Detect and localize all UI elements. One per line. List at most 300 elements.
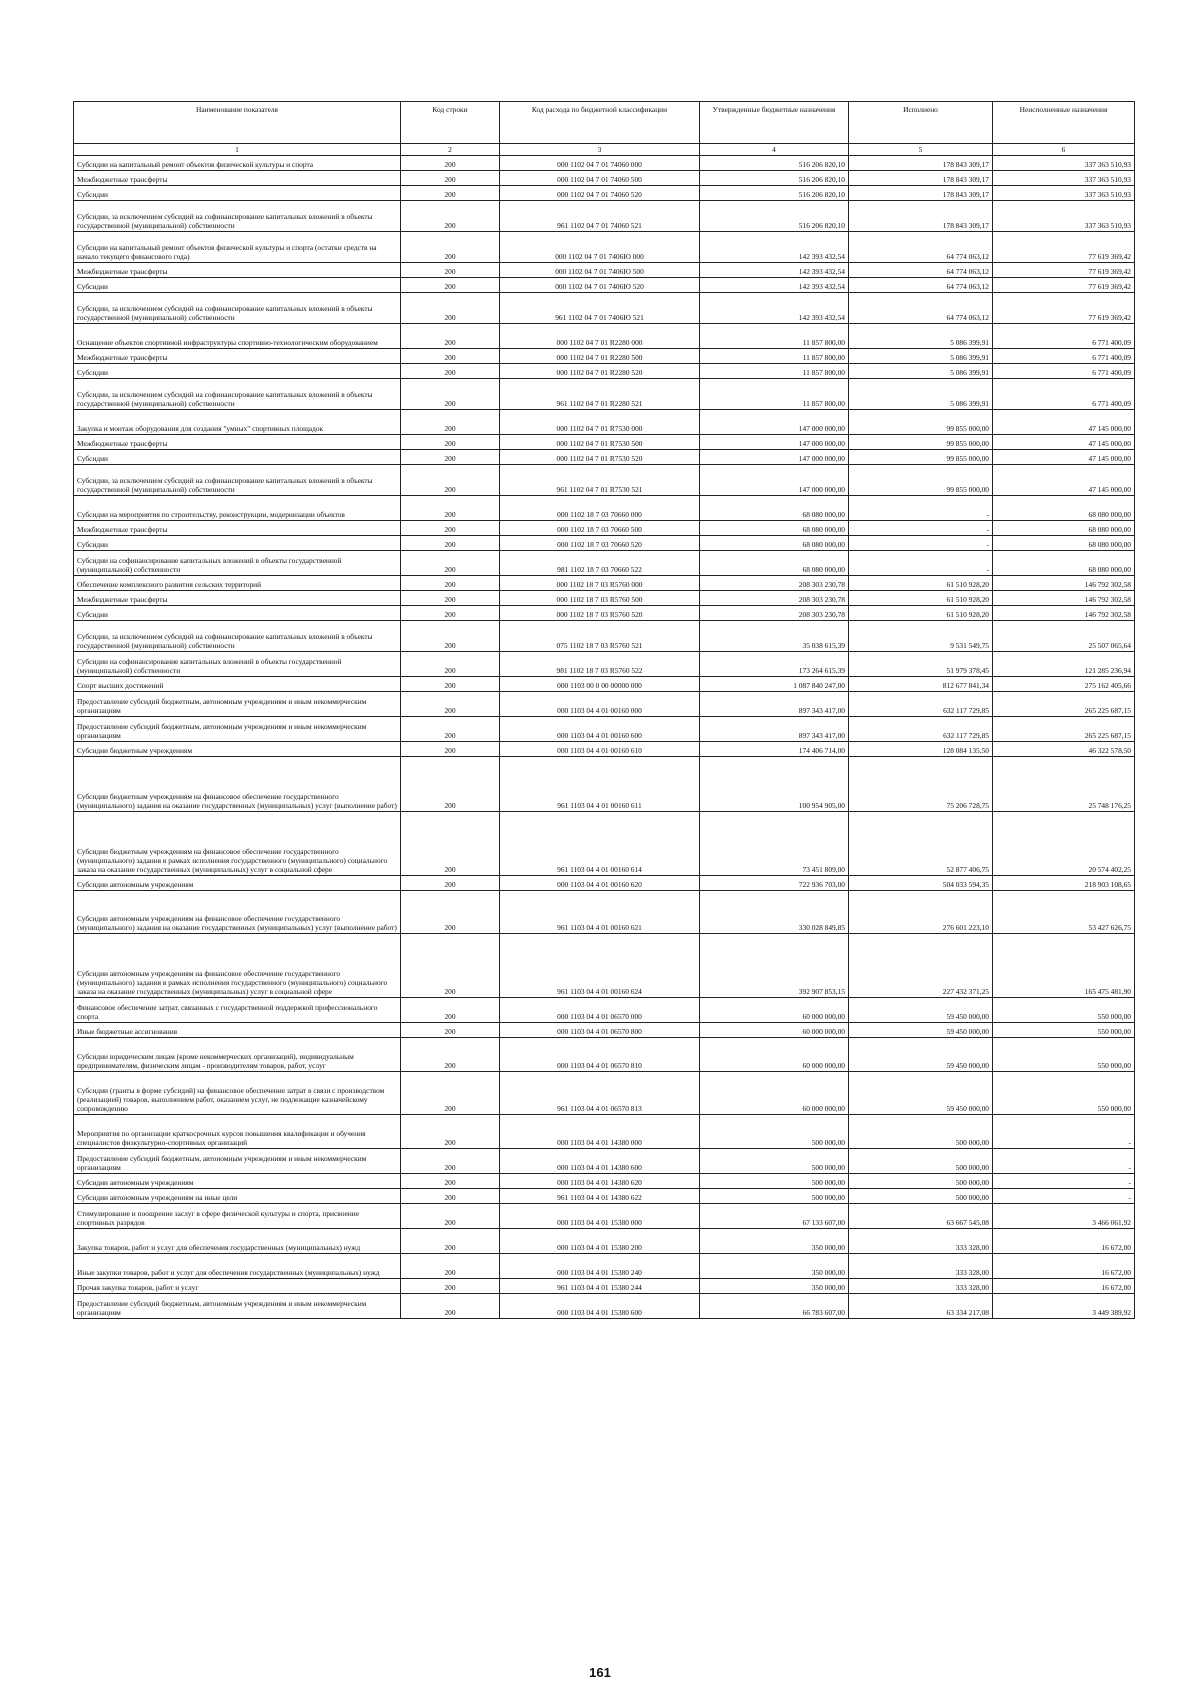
row-indicator-name: Субсидии бюджетным учреждениям на финансовое обеспечение государственного (муниципального) задания в рамках исполнения государственного (муниципального) социального заказа на оказание государственных (муниципальных) услуг в социальной сфере [74,812,401,876]
header-executed: Исполнено [849,102,993,144]
row-expense-code: 961 1103 04 4 01 14380 622 [500,1189,700,1204]
row-line-code: 200 [401,551,500,576]
table-body [74,156,1135,1319]
row-unexecuted: 337 363 510,93 [993,171,1135,186]
row-executed: 64 774 063,12 [849,232,993,263]
row-expense-code: 000 1103 04 4 01 15380 240 [500,1254,700,1279]
row-unexecuted: 218 903 108,65 [993,876,1135,891]
row-line-code: 200 [401,278,500,293]
row-line-code: 200 [401,201,500,232]
row-indicator-name: Субсидии [74,536,401,551]
table-row [74,263,1135,278]
row-indicator-name: Межбюджетные трансферты [74,263,401,278]
row-approved: 68 080 000,00 [700,496,849,521]
table-row [74,465,1135,496]
table-row [74,1072,1135,1115]
row-expense-code: 075 1102 18 7 03 R5760 521 [500,621,700,652]
row-expense-code: 961 1103 04 4 01 00160 611 [500,757,700,812]
row-indicator-name: Субсидии автономным учреждениям [74,1174,401,1189]
row-executed: 178 843 309,17 [849,201,993,232]
row-executed: 59 450 000,00 [849,1038,993,1072]
row-expense-code: 000 1102 04 7 01 R7530 500 [500,435,700,450]
row-indicator-name: Субсидии бюджетным учреждениям на финансовое обеспечение государственного (муниципального) задания на оказание государственных (муниципальных) услуг (выполнение работ) [74,757,401,812]
page-number: 161 [589,1665,611,1680]
table-row [74,521,1135,536]
row-indicator-name: Иные бюджетные ассигнования [74,1023,401,1038]
table-row [74,1174,1135,1189]
row-executed: - [849,551,993,576]
row-line-code: 200 [401,742,500,757]
row-unexecuted: 46 322 578,50 [993,742,1135,757]
table-row [74,156,1135,171]
row-unexecuted: 77 619 369,42 [993,232,1135,263]
row-unexecuted: 6 771 400,09 [993,349,1135,364]
row-executed: 59 450 000,00 [849,1023,993,1038]
row-indicator-name: Субсидии юридическим лицам (кроме некоммерческих организаций), индивидуальным предпринимателям, физическим лицам - производителям товаров, работ, услуг [74,1038,401,1072]
row-line-code: 200 [401,232,500,263]
row-line-code: 200 [401,1149,500,1174]
row-indicator-name: Мероприятия по организации краткосрочных курсов повышения квалификации и обучения специалистов физкультурно-спортивных организаций [74,1115,401,1149]
row-executed: 276 601 223,10 [849,891,993,934]
row-executed: 500 000,00 [849,1189,993,1204]
row-indicator-name: Закупка и монтаж оборудования для создания "умных" спортивных площадок [74,410,401,435]
table-row [74,496,1135,521]
row-line-code: 200 [401,364,500,379]
row-indicator-name: Субсидии автономным учреждениям на финансовое обеспечение государственного (муниципального) задания в рамках исполнения государственного (муниципального) социального заказа на оказание государственных (муниципальных) услуг в социальной сфере [74,934,401,998]
row-unexecuted: 550 000,00 [993,998,1135,1023]
row-indicator-name: Субсидии автономным учреждениям на финансовое обеспечение государственного (муниципального) задания на оказание государственных (муниципальных) услуг (выполнение работ) [74,891,401,934]
row-executed: 227 432 371,25 [849,934,993,998]
row-approved: 208 303 230,78 [700,591,849,606]
row-indicator-name: Спорт высших достижений [74,677,401,692]
table-row [74,1189,1135,1204]
table-row [74,757,1135,812]
row-executed: 61 510 928,20 [849,576,993,591]
row-executed: 9 531 549,75 [849,621,993,652]
row-unexecuted: 337 363 510,93 [993,156,1135,171]
row-approved: 350 000,00 [700,1254,849,1279]
row-unexecuted: 337 363 510,93 [993,186,1135,201]
row-line-code: 200 [401,379,500,410]
row-approved: 66 783 607,00 [700,1294,849,1319]
row-approved: 722 936 703,00 [700,876,849,891]
row-indicator-name: Субсидии автономным учреждениям на иные цели [74,1189,401,1204]
row-line-code: 200 [401,1229,500,1254]
row-approved: 208 303 230,78 [700,606,849,621]
row-indicator-name: Субсидии, за исключением субсидий на софинансирование капитальных вложений в объекты государственной (муниципальной) собственности [74,201,401,232]
table-row [74,891,1135,934]
row-indicator-name: Субсидии на капитальный ремонт объектов физической культуры и спорта [74,156,401,171]
row-line-code: 200 [401,757,500,812]
row-unexecuted: 550 000,00 [993,1038,1135,1072]
row-indicator-name: Предоставление субсидий бюджетным, автономным учреждениям и иным некоммерческим организациям [74,717,401,742]
row-line-code: 200 [401,410,500,435]
row-approved: 11 857 800,00 [700,379,849,410]
column-number-row [74,144,1135,156]
row-unexecuted: 6 771 400,09 [993,364,1135,379]
header-indicator-name: Наименование показателя [74,102,401,144]
row-approved: 60 000 000,00 [700,1072,849,1115]
row-line-code: 200 [401,1254,500,1279]
table-row [74,349,1135,364]
row-approved: 35 038 615,39 [700,621,849,652]
row-line-code: 200 [401,1038,500,1072]
row-approved: 142 393 432,54 [700,293,849,324]
table-row [74,1204,1135,1229]
row-expense-code: 000 1102 04 7 01 R2280 000 [500,324,700,349]
row-approved: 1 087 840 247,00 [700,677,849,692]
row-expense-code: 961 1102 04 7 01 74060 521 [500,201,700,232]
row-unexecuted: 20 574 402,25 [993,812,1135,876]
row-expense-code: 961 1103 04 4 01 00160 614 [500,812,700,876]
column-number: 1 [74,144,401,156]
row-expense-code: 000 1102 18 7 03 70660 000 [500,496,700,521]
header-approved: Утвержденные бюджетные назначения [700,102,849,144]
row-expense-code: 961 1103 04 4 01 06570 813 [500,1072,700,1115]
table-row [74,1229,1135,1254]
row-approved: 897 343 417,00 [700,692,849,717]
row-indicator-name: Субсидии [74,364,401,379]
row-unexecuted: 16 672,00 [993,1279,1135,1294]
row-approved: 516 206 820,10 [700,171,849,186]
row-executed: 500 000,00 [849,1115,993,1149]
row-unexecuted: 68 080 000,00 [993,521,1135,536]
row-unexecuted: 25 748 176,25 [993,757,1135,812]
row-unexecuted: 3 449 389,92 [993,1294,1135,1319]
row-approved: 516 206 820,10 [700,186,849,201]
row-executed: 128 084 135,50 [849,742,993,757]
row-executed: 5 086 399,91 [849,379,993,410]
row-indicator-name: Субсидии бюджетным учреждениям [74,742,401,757]
row-expense-code: 000 1102 04 7 01 7406Ю 500 [500,263,700,278]
row-unexecuted: 3 466 061,92 [993,1204,1135,1229]
row-line-code: 200 [401,186,500,201]
table-row [74,812,1135,876]
row-expense-code: 000 1102 04 7 01 R7530 000 [500,410,700,435]
row-indicator-name: Субсидии, за исключением субсидий на софинансирование капитальных вложений в объекты государственной (муниципальной) собственности [74,379,401,410]
row-executed: 333 328,00 [849,1254,993,1279]
row-indicator-name: Субсидии, за исключением субсидий на софинансирование капитальных вложений в объекты государственной (муниципальной) собственности [74,621,401,652]
row-line-code: 200 [401,652,500,677]
row-line-code: 200 [401,171,500,186]
row-unexecuted: 68 080 000,00 [993,551,1135,576]
row-line-code: 200 [401,591,500,606]
row-unexecuted: 68 080 000,00 [993,536,1135,551]
row-unexecuted: 16 672,00 [993,1229,1135,1254]
row-unexecuted: 25 507 065,64 [993,621,1135,652]
row-unexecuted: 550 000,00 [993,1072,1135,1115]
row-executed: 63 667 545,08 [849,1204,993,1229]
row-expense-code: 000 1102 04 7 01 74060 520 [500,186,700,201]
table-row [74,934,1135,998]
row-indicator-name: Предоставление субсидий бюджетным, автономным учреждениям и иным некоммерческим организациям [74,1294,401,1319]
row-approved: 11 857 800,00 [700,364,849,379]
row-line-code: 200 [401,606,500,621]
row-approved: 11 857 800,00 [700,349,849,364]
row-indicator-name: Субсидии на капитальный ремонт объектов физической культуры и спорта (остатки средств на начало текущего финансового года) [74,232,401,263]
row-executed: 99 855 000,00 [849,450,993,465]
row-executed: 59 450 000,00 [849,1072,993,1115]
row-expense-code: 000 1103 04 4 01 15380 600 [500,1294,700,1319]
table-row [74,621,1135,652]
row-line-code: 200 [401,1204,500,1229]
row-approved: 174 406 714,00 [700,742,849,757]
row-approved: 11 857 800,00 [700,324,849,349]
row-expense-code: 000 1103 04 4 01 14380 600 [500,1149,700,1174]
table-row [74,1023,1135,1038]
table-row [74,435,1135,450]
row-expense-code: 981 1102 18 7 03 R5760 522 [500,652,700,677]
row-unexecuted: 121 285 236,94 [993,652,1135,677]
row-unexecuted: 77 619 369,42 [993,278,1135,293]
row-line-code: 200 [401,1279,500,1294]
row-unexecuted: 53 427 626,75 [993,891,1135,934]
row-indicator-name: Субсидии, за исключением субсидий на софинансирование капитальных вложений в объекты государственной (муниципальной) собственности [74,465,401,496]
row-line-code: 200 [401,496,500,521]
column-number: 2 [401,144,500,156]
row-unexecuted: - [993,1174,1135,1189]
row-approved: 60 000 000,00 [700,998,849,1023]
row-approved: 147 000 000,00 [700,410,849,435]
row-executed: - [849,496,993,521]
row-indicator-name: Прочая закупка товаров, работ и услуг [74,1279,401,1294]
row-approved: 142 393 432,54 [700,263,849,278]
row-executed: 504 033 594,35 [849,876,993,891]
row-expense-code: 000 1102 04 7 01 74060 000 [500,156,700,171]
row-expense-code: 000 1103 04 4 01 06570 000 [500,998,700,1023]
row-line-code: 200 [401,1115,500,1149]
row-executed: 75 206 728,75 [849,757,993,812]
row-approved: 350 000,00 [700,1279,849,1294]
row-expense-code: 961 1103 04 4 01 00160 621 [500,891,700,934]
row-executed: 59 450 000,00 [849,998,993,1023]
row-line-code: 200 [401,156,500,171]
row-approved: 500 000,00 [700,1149,849,1174]
row-unexecuted: 146 792 302,58 [993,576,1135,591]
table-row [74,1115,1135,1149]
row-executed: 5 086 399,91 [849,324,993,349]
table-row [74,551,1135,576]
row-expense-code: 961 1102 04 7 01 R7530 521 [500,465,700,496]
table-row [74,410,1135,435]
row-line-code: 200 [401,263,500,278]
row-executed: 5 086 399,91 [849,364,993,379]
table-row [74,742,1135,757]
row-executed: - [849,521,993,536]
row-line-code: 200 [401,621,500,652]
row-approved: 60 000 000,00 [700,1038,849,1072]
row-line-code: 200 [401,876,500,891]
row-approved: 142 393 432,54 [700,232,849,263]
row-indicator-name: Межбюджетные трансферты [74,591,401,606]
row-indicator-name: Межбюджетные трансферты [74,349,401,364]
table-row [74,278,1135,293]
row-expense-code: 000 1102 18 7 03 70660 500 [500,521,700,536]
row-approved: 392 907 853,15 [700,934,849,998]
row-indicator-name: Финансовое обеспечение затрат, связанных с государственной поддержкой профессионального спорта [74,998,401,1023]
row-expense-code: 000 1103 00 0 00 00000 000 [500,677,700,692]
table-row [74,652,1135,677]
row-line-code: 200 [401,998,500,1023]
row-unexecuted: 265 225 687,15 [993,717,1135,742]
row-unexecuted: 6 771 400,09 [993,379,1135,410]
row-expense-code: 000 1103 04 4 01 00160 620 [500,876,700,891]
table-row [74,186,1135,201]
row-indicator-name: Субсидии, за исключением субсидий на софинансирование капитальных вложений в объекты государственной (муниципальной) собственности [74,293,401,324]
row-approved: 350 000,00 [700,1229,849,1254]
row-expense-code: 961 1103 04 4 01 15380 244 [500,1279,700,1294]
row-line-code: 200 [401,812,500,876]
row-expense-code: 000 1103 04 4 01 00160 000 [500,692,700,717]
row-unexecuted: 265 225 687,15 [993,692,1135,717]
row-unexecuted: - [993,1189,1135,1204]
table-row [74,591,1135,606]
row-approved: 173 264 615,39 [700,652,849,677]
row-indicator-name: Субсидии на софинансирование капитальных вложений в объекты государственной (муниципальной) собственности [74,551,401,576]
row-expense-code: 000 1103 04 4 01 06570 800 [500,1023,700,1038]
row-indicator-name: Субсидии на мероприятия по строительству, реконструкции, модернизации объектов [74,496,401,521]
row-unexecuted: - [993,1115,1135,1149]
row-executed: 61 510 928,20 [849,606,993,621]
row-executed: 812 677 841,34 [849,677,993,692]
row-expense-code: 000 1103 04 4 01 14380 000 [500,1115,700,1149]
row-indicator-name: Субсидии [74,278,401,293]
row-line-code: 200 [401,293,500,324]
row-expense-code: 000 1102 18 7 03 R5760 000 [500,576,700,591]
row-unexecuted: 146 792 302,58 [993,606,1135,621]
row-approved: 147 000 000,00 [700,435,849,450]
row-indicator-name: Иные закупки товаров, работ и услуг для обеспечения государственных (муниципальных) нужд [74,1254,401,1279]
row-unexecuted: 165 475 481,90 [993,934,1135,998]
row-unexecuted: 337 363 510,93 [993,201,1135,232]
header-expense-code: Код расхода по бюджетной классификации [500,102,700,144]
row-executed: 99 855 000,00 [849,435,993,450]
row-expense-code: 000 1102 04 7 01 R2280 500 [500,349,700,364]
row-approved: 147 000 000,00 [700,465,849,496]
row-approved: 60 000 000,00 [700,1023,849,1038]
row-expense-code: 961 1102 04 7 01 R2280 521 [500,379,700,410]
table-row [74,293,1135,324]
row-executed: 52 877 406,75 [849,812,993,876]
row-line-code: 200 [401,465,500,496]
row-indicator-name: Субсидии [74,186,401,201]
row-executed: 64 774 063,12 [849,263,993,278]
column-number: 4 [700,144,849,156]
row-expense-code: 000 1102 04 7 01 R7530 520 [500,450,700,465]
row-approved: 142 393 432,54 [700,278,849,293]
row-expense-code: 000 1102 18 7 03 70660 520 [500,536,700,551]
row-unexecuted: 68 080 000,00 [993,496,1135,521]
row-executed: 61 510 928,20 [849,591,993,606]
row-unexecuted: 550 000,00 [993,1023,1135,1038]
row-approved: 67 133 607,00 [700,1204,849,1229]
table-row [74,717,1135,742]
row-line-code: 200 [401,1072,500,1115]
row-executed: 500 000,00 [849,1174,993,1189]
row-executed: 333 328,00 [849,1229,993,1254]
row-line-code: 200 [401,1174,500,1189]
row-executed: 333 328,00 [849,1279,993,1294]
row-approved: 500 000,00 [700,1174,849,1189]
row-expense-code: 000 1103 04 4 01 00160 610 [500,742,700,757]
row-indicator-name: Оснащение объектов спортивной инфраструктуры спортивно-технологическим оборудованием [74,324,401,349]
row-executed: 63 334 217,08 [849,1294,993,1319]
row-expense-code: 000 1102 04 7 01 7406Ю 520 [500,278,700,293]
row-unexecuted: 47 145 000,00 [993,410,1135,435]
row-approved: 68 080 000,00 [700,551,849,576]
row-unexecuted: 146 792 302,58 [993,591,1135,606]
row-unexecuted: 47 145 000,00 [993,465,1135,496]
row-approved: 73 451 809,00 [700,812,849,876]
row-indicator-name: Субсидии автономным учреждениям [74,876,401,891]
row-line-code: 200 [401,324,500,349]
table-row [74,606,1135,621]
row-line-code: 200 [401,435,500,450]
row-executed: 99 855 000,00 [849,410,993,435]
row-unexecuted: 275 162 405,66 [993,677,1135,692]
row-line-code: 200 [401,1023,500,1038]
row-executed: 99 855 000,00 [849,465,993,496]
table-row [74,1279,1135,1294]
row-approved: 500 000,00 [700,1189,849,1204]
row-expense-code: 000 1103 04 4 01 14380 620 [500,1174,700,1189]
row-approved: 100 954 905,00 [700,757,849,812]
row-line-code: 200 [401,677,500,692]
row-executed: 5 086 399,91 [849,349,993,364]
row-expense-code: 000 1103 04 4 01 15380 000 [500,1204,700,1229]
table-row [74,998,1135,1023]
table-row [74,1294,1135,1319]
row-approved: 68 080 000,00 [700,521,849,536]
row-approved: 147 000 000,00 [700,450,849,465]
row-executed: - [849,536,993,551]
row-indicator-name: Субсидии [74,450,401,465]
row-approved: 516 206 820,10 [700,156,849,171]
row-expense-code: 961 1102 04 7 01 7406Ю 521 [500,293,700,324]
row-approved: 500 000,00 [700,1115,849,1149]
row-unexecuted: 6 771 400,09 [993,324,1135,349]
table-row [74,692,1135,717]
row-unexecuted: 47 145 000,00 [993,450,1135,465]
table-row [74,379,1135,410]
row-expense-code: 000 1103 04 4 01 00160 600 [500,717,700,742]
table-row [74,324,1135,349]
table-row [74,450,1135,465]
row-unexecuted: 16 672,00 [993,1254,1135,1279]
row-indicator-name: Субсидии (гранты в форме субсидий) на финансовое обеспечение затрат в связи с производством (реализацией) товаров, выполнением работ, оказанием услуг, не подлежащие казначейскому сопровождению [74,1072,401,1115]
row-expense-code: 000 1102 18 7 03 R5760 520 [500,606,700,621]
column-number: 6 [993,144,1135,156]
row-unexecuted: 77 619 369,42 [993,293,1135,324]
row-executed: 632 117 729,85 [849,717,993,742]
row-executed: 500 000,00 [849,1149,993,1174]
row-unexecuted: 47 145 000,00 [993,435,1135,450]
row-line-code: 200 [401,536,500,551]
table-row [74,1254,1135,1279]
row-indicator-name: Межбюджетные трансферты [74,171,401,186]
row-approved: 330 028 849,85 [700,891,849,934]
table-header-row [74,102,1135,144]
header-line-code: Код строки [401,102,500,144]
row-expense-code: 000 1102 18 7 03 R5760 500 [500,591,700,606]
row-executed: 178 843 309,17 [849,186,993,201]
row-indicator-name: Закупка товаров, работ и услуг для обеспечения государственных (муниципальных) нужд [74,1229,401,1254]
table-row [74,232,1135,263]
table-row [74,576,1135,591]
table-row [74,1149,1135,1174]
row-line-code: 200 [401,576,500,591]
budget-execution-table [73,101,1135,1319]
